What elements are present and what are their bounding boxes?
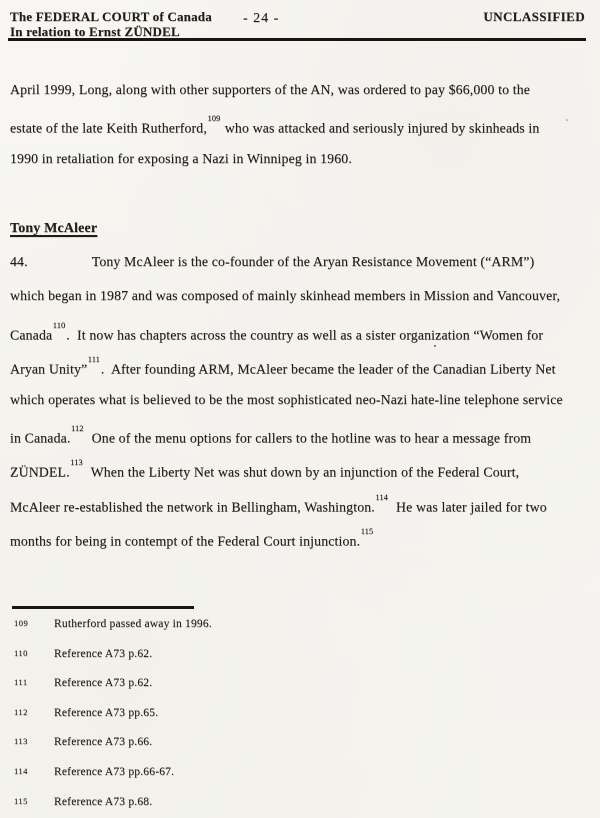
text-segment: estate of the late Keith Rutherford, [10, 120, 207, 136]
scan-speck [566, 119, 568, 121]
text-segment: which began in 1987 and was composed of mainly skinhead members in Mission and Vancouver, [10, 288, 561, 304]
text-segment: When the Liberty Net was shut down by an injunction of the Federal Court, [83, 464, 520, 480]
text-line [10, 314, 580, 348]
text-segment: Aryan Unity” [10, 361, 88, 377]
classification-label: UNCLASSIFIED [483, 9, 585, 24]
footnote-text: Reference A73 pp.65. [54, 706, 159, 719]
footnote-item [14, 761, 580, 791]
footnote-number: 109 [14, 618, 29, 628]
footnote-number: 113 [14, 736, 28, 747]
footnote-text: Reference A73 p.62. [54, 677, 153, 690]
footnote-number: 115 [14, 795, 28, 806]
footnote-separator [12, 606, 194, 609]
page-number: - 24 - [243, 11, 280, 26]
text-segment: months for being in contempt of the Federal Court injunction. [10, 533, 361, 549]
text-line [10, 107, 580, 141]
footnote-reference: 111 [87, 354, 100, 365]
section-heading-text: Tony McAleer [10, 220, 98, 236]
footnote-reference: 113 [70, 457, 83, 468]
text-segment: which operates what is believed to be the most sophisticated neo-Nazi hate-line telephone service [10, 391, 563, 407]
text-segment: ZÜNDEL. [10, 464, 70, 480]
footnote-number: 112 [14, 706, 28, 717]
footnote-text: Reference A73 p.66. [54, 736, 153, 749]
footnote-item [14, 672, 580, 702]
text-line [10, 245, 580, 279]
scan-speck [434, 345, 436, 347]
footnote-item [14, 613, 580, 643]
footnote-text: Reference A73 pp.66-67. [54, 765, 175, 778]
paragraph-44 [10, 245, 580, 555]
section-heading [10, 211, 580, 245]
text-segment: McAleer re-established the network in Bellingham, Washington. [10, 499, 375, 515]
footnote-reference: 114 [375, 491, 388, 502]
footnote-item [14, 791, 580, 818]
text-segment: 1990 in retaliation for exposing a Nazi in Winnipeg in 1960. [10, 150, 352, 166]
footnote-number: 114 [14, 765, 28, 776]
footnote-number: 110 [14, 647, 28, 658]
footnotes [14, 613, 580, 818]
text-line [10, 520, 580, 554]
footnote-item [14, 643, 580, 673]
text-segment: in Canada. [10, 430, 71, 446]
text-line [10, 142, 580, 176]
text-line [10, 486, 580, 520]
text-line [10, 451, 580, 485]
text-line [10, 383, 580, 417]
text-segment: One of the menu options for callers to the hotline was to hear a message from [84, 430, 532, 446]
text-line [10, 417, 580, 451]
footnote-text: Reference A73 p.62. [54, 647, 153, 660]
footnote-reference: 110 [52, 319, 66, 330]
text-segment: Tony McAleer is the co-founder of the Aryan Resistance Movement (“ARM”) [91, 253, 535, 269]
footnote-reference: 109 [207, 113, 221, 124]
blank-line [10, 176, 580, 210]
footnote-text: Rutherford passed away in 1996. [54, 618, 212, 630]
header-rule [8, 38, 586, 41]
text-segment: who was attacked and seriously injured by skinheads in [221, 120, 540, 136]
text-line [10, 73, 580, 107]
footnote-reference: 112 [71, 422, 84, 433]
text-segment: April 1999, Long, along with other supporters of the AN, was ordered to pay $66,000 to the [10, 82, 531, 97]
footnote-text: Reference A73 p.68. [54, 795, 153, 808]
text-segment: . It now has chapters across the country as well as a sister organization “Women for [66, 327, 544, 343]
header-relation-line: In relation to Ernst ZÜNDEL [10, 23, 180, 39]
footnote-reference: 115 [360, 526, 374, 537]
footnote-item [14, 731, 580, 761]
header-court-line: The FEDERAL COURT of Canada [10, 9, 212, 24]
text-segment: Canada [10, 327, 53, 343]
text-line [10, 348, 580, 382]
text-line [10, 279, 580, 313]
text-segment: He was later jailed for two [388, 499, 547, 515]
document-body [10, 73, 580, 554]
header-left-block [10, 10, 212, 39]
footnote-item [14, 702, 580, 732]
text-segment: 44. [10, 253, 28, 269]
text-segment: . After founding ARM, McAleer became the leader of the Canadian Liberty Net [100, 361, 556, 377]
intro-paragraph [10, 73, 580, 176]
footnote-number: 111 [14, 677, 28, 688]
